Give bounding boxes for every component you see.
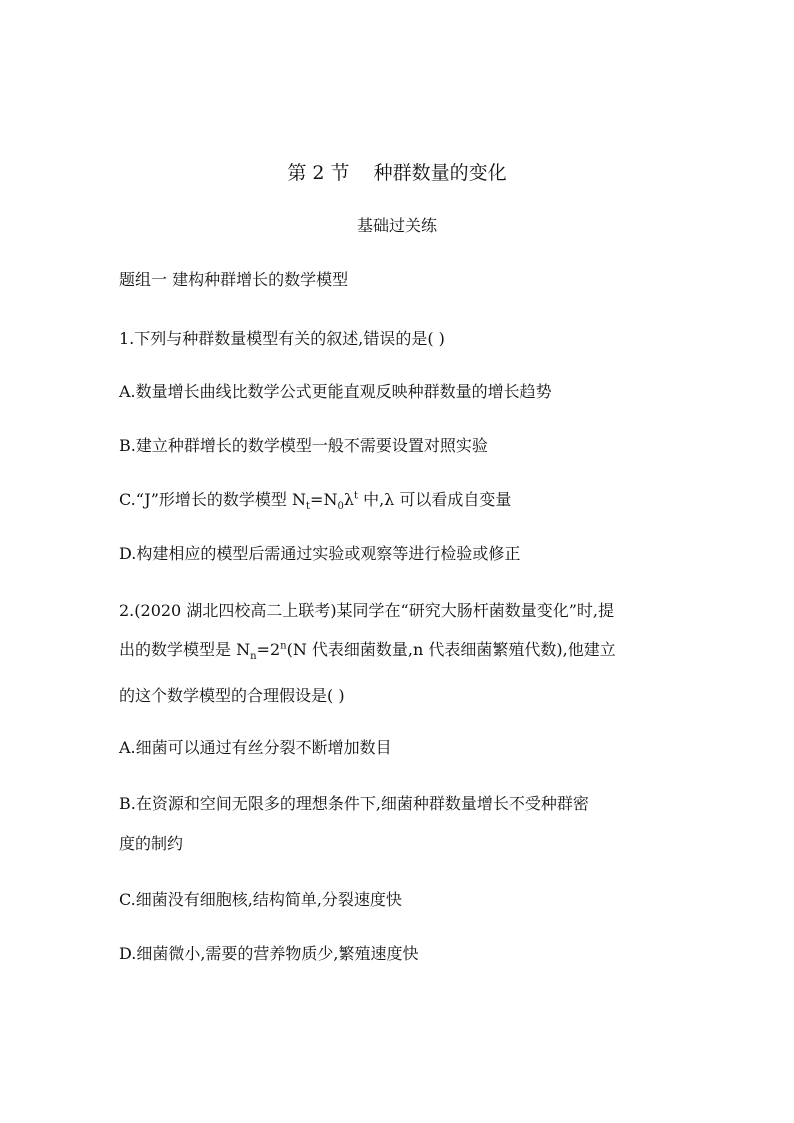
formula-superscript-n: n <box>280 640 287 652</box>
question-2-stem-line-3: 的这个数学模型的合理假设是( ) <box>119 686 345 705</box>
formula-subscript-0: 0 <box>337 501 344 513</box>
group-heading: 题组一 建构种群增长的数学模型 <box>119 270 349 289</box>
formula-subscript-n: n <box>250 651 257 663</box>
question-2-option-a: A.细菌可以通过有丝分裂不断增加数目 <box>119 738 392 757</box>
stem-line-2-end: (N 代表细菌数量,n 代表细菌繁殖代数),他建立 <box>286 640 616 659</box>
question-1-option-b: B.建立种群增长的数学模型一般不需要设置对照实验 <box>119 436 488 455</box>
section-subtitle: 基础过关练 <box>356 216 437 235</box>
stem-line-2-start: 出的数学模型是 N <box>119 640 251 659</box>
question-2-option-d: D.细菌微小,需要的营养物质少,繁殖速度快 <box>119 944 419 963</box>
question-1-option-c <box>119 490 512 513</box>
section-title: 第 2 节 种群数量的变化 <box>287 162 507 184</box>
option-c-text-start: C.“J”形增长的数学模型 N <box>119 490 306 509</box>
question-2-stem-line-1: 2.(2020 湖北四校高二上联考)某同学在“研究大肠杆菌数量变化”时,提 <box>119 601 615 620</box>
formula-lambda: λ <box>343 490 354 509</box>
question-2-option-c: C.细菌没有细胞核,结构简单,分裂速度快 <box>119 890 402 909</box>
question-2-option-b-line-1: B.在资源和空间无限多的理想条件下,细菌种群数量增长不受种群密 <box>119 794 589 813</box>
question-2-stem-line-2 <box>119 640 616 663</box>
question-1-stem: 1.下列与种群数量模型有关的叙述,错误的是( ) <box>119 329 445 348</box>
formula-superscript-t: t <box>353 490 358 502</box>
formula-equals-n: =N <box>310 490 338 509</box>
question-2-option-b-line-2: 度的制约 <box>119 834 184 853</box>
question-1-option-a: A.数量增长曲线比数学公式更能直观反映种群数量的增长趋势 <box>119 382 552 401</box>
formula-subscript-t: t <box>306 501 311 513</box>
formula-equals-2: =2 <box>256 640 281 659</box>
option-c-text-end: 中,λ 可以看成自变量 <box>357 490 512 509</box>
question-1-option-d: D.构建相应的模型后需通过实验或观察等进行检验或修正 <box>119 544 521 563</box>
